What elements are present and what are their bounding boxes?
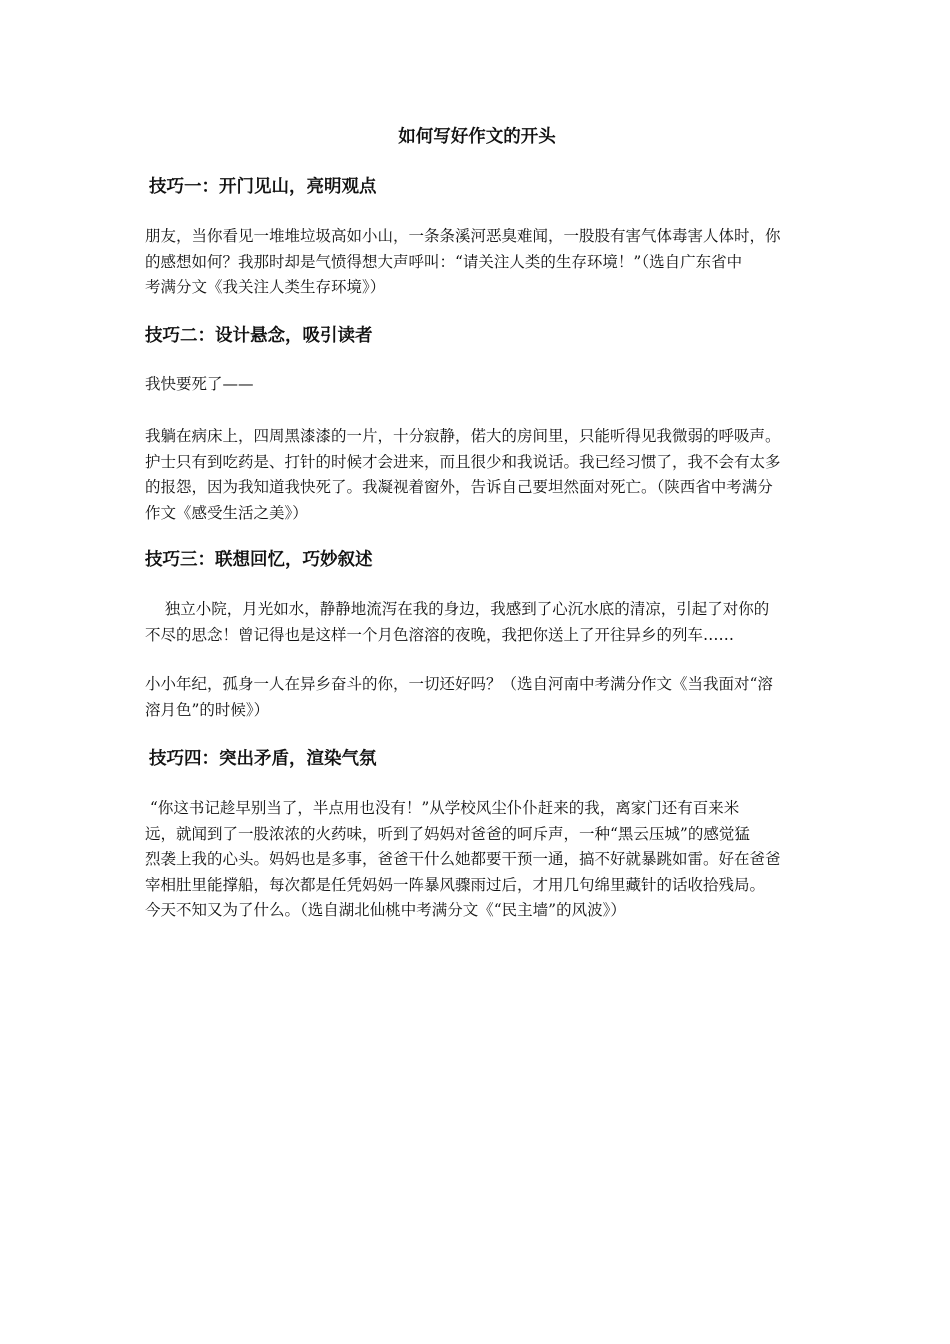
text-line: 远，就闻到了一股浓浓的火药味，听到了妈妈对爸爸的呵斥声，一种“黑云压城”的感觉猛 [145, 824, 750, 843]
section-1-paragraph-1 [145, 224, 809, 301]
section-heading-4: 技巧四：突出矛盾，渲染气氛 [149, 749, 377, 769]
section-2-paragraph-2 [145, 424, 809, 526]
section-heading-2: 技巧二：设计悬念，吸引读者 [145, 326, 373, 346]
text-line: 今天不知又为了什么。（选自湖北仙桃中考满分文《“民主墙”的风波》） [145, 901, 626, 919]
text-line: 不尽的思念！曾记得也是这样一个月色溶溶的夜晚，我把你送上了开往异乡的列车…… [145, 625, 735, 644]
text-line: 溶月色”的时候》） [145, 700, 270, 719]
text-line: 作文《感受生活之美》） [145, 503, 308, 522]
section-2-paragraph-1 [145, 372, 809, 398]
text-line: 独立小院，月光如水，静静地流泻在我的身边，我感到了心沉水底的清凉，引起了对你的 [145, 600, 770, 618]
text-line: 的感想如何？我那时却是气愤得想大声呼叫：“请关注人类的生存环境！”（选自广东省中 [145, 252, 743, 271]
section-heading-1: 技巧一：开门见山，亮明观点 [149, 177, 377, 197]
section-3-paragraph-2 [145, 672, 809, 723]
text-line: 朋友，当你看见一堆堆垃圾高如小山，一条条溪河恶臭难闻，一股股有害气体毒害人体时，你 [145, 227, 781, 245]
page-title: 如何写好作文的开头 [398, 127, 556, 147]
text-line: “你这书记趁早别当了，半点用也没有！”从学校风尘仆仆赶来的我，离家门还有百来米 [145, 799, 740, 817]
text-line: 护士只有到吃药是、打针的时候才会进来，而且很少和我说话。我已经习惯了，我不会有太多 [145, 452, 781, 471]
text-line: 我躺在病床上，四周黑漆漆的一片，十分寂静，偌大的房间里，只能听得见我微弱的呼吸声。 [145, 427, 781, 445]
text-line: 考满分文《我关注人类生存环境》） [145, 278, 386, 296]
section-heading-3: 技巧三：联想回忆，巧妙叙述 [145, 550, 373, 570]
text-line: 烈袭上我的心头。妈妈也是多事，爸爸干什么她都要干预一通，搞不好就暴跳如雷。好在爸爸 [145, 850, 781, 868]
text-line: 宰相肚里能撑船，每次都是任凭妈妈一阵暴风骤雨过后，才用几句绵里藏针的话收拾残局。 [145, 875, 766, 894]
text-line: 小小年纪，孤身一人在异乡奋斗的你，一切还好吗？（选自河南中考满分作文《当我面对“溶 [145, 675, 773, 693]
text-line: 我快要死了—— [145, 375, 254, 393]
section-4-paragraph-1 [145, 796, 809, 924]
section-3-paragraph-1 [145, 597, 809, 648]
text-line: 的报怨，因为我知道我快死了。我凝视着窗外，告诉自己要坦然面对死亡。（陕西省中考满分 [145, 478, 773, 496]
